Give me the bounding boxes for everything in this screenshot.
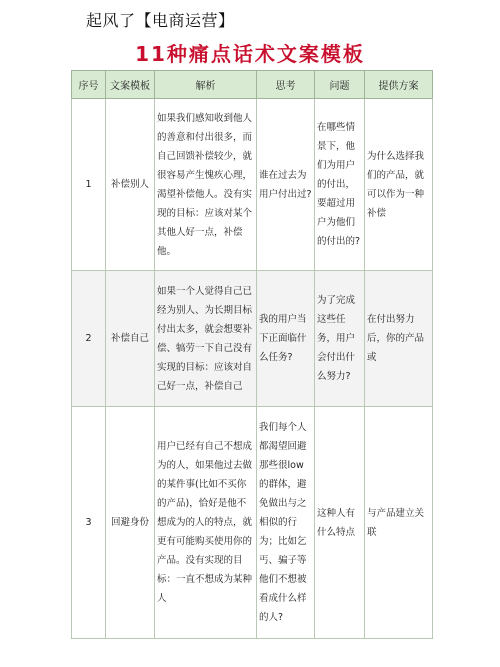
col-header-question: 问题 [315,71,365,99]
cell-analysis: 用户已经有自己不想成为的人，如果他过去做的某件事(比如不买你的产品)，恰好是他不想成为的人的特点，就更有可能购买使用你的产品。没有实现的目标：一直不想成为某种人 [155,407,257,639]
col-header-solution: 提供方案 [365,71,433,99]
cell-question: 在哪些情景下，他们为用户的付出，要超过用户为他们的付出的? [315,99,365,271]
cell-thinking: 谁在过去为用户付出过? [257,99,315,271]
table-row [72,271,433,407]
cell-template: 补偿自己 [106,271,155,407]
cell-solution: 在付出努力后，你的产品或 [365,271,433,407]
col-header-index: 序号 [72,71,106,99]
template-table [71,70,433,639]
cell-thinking: 我们每个人都渴望回避那些很low的群体，避免做出与之相似的行为；比如乞丐、骗子等他们不想被看成什么样的人? [257,407,315,639]
cell-solution: 为什么选择我们的产品，就可以作为一种补偿 [365,99,433,271]
cell-template: 回避身份 [106,407,155,639]
cell-question: 这种人有什么特点 [315,407,365,639]
cell-template: 补偿别人 [106,99,155,271]
table-row [72,99,433,271]
page-title: 11种痛点话术文案模板 [135,42,365,66]
cell-thinking: 我的用户当下正面临什么任务? [257,271,315,407]
cell-analysis: 如果我们感知收到他人的善意和付出很多，而自己回馈补偿较少，就很容易产生愧疚心理，渴望补偿他人。没有实现的目标：应该对某个其他人好一点，补偿他。 [155,99,257,271]
cell-question: 为了完成这些任务，用户会付出什么努力? [315,271,365,407]
cell-index: 1 [72,99,106,271]
cell-analysis: 如果一个人觉得自己已经为别人、为长期目标付出太多，就会想要补偿、犒劳一下自己没有实现的目标：应该对自己好一点，补偿自己 [155,271,257,407]
cell-solution: 与产品建立关联 [365,407,433,639]
col-header-analysis: 解析 [155,71,257,99]
col-header-thinking: 思考 [257,71,315,99]
table-header-row [72,71,433,99]
cell-index: 3 [72,407,106,639]
cell-index: 2 [72,271,106,407]
brand-label: 起风了【电商运营】 [86,11,235,30]
col-header-template: 文案模板 [106,71,155,99]
table-row [72,407,433,639]
